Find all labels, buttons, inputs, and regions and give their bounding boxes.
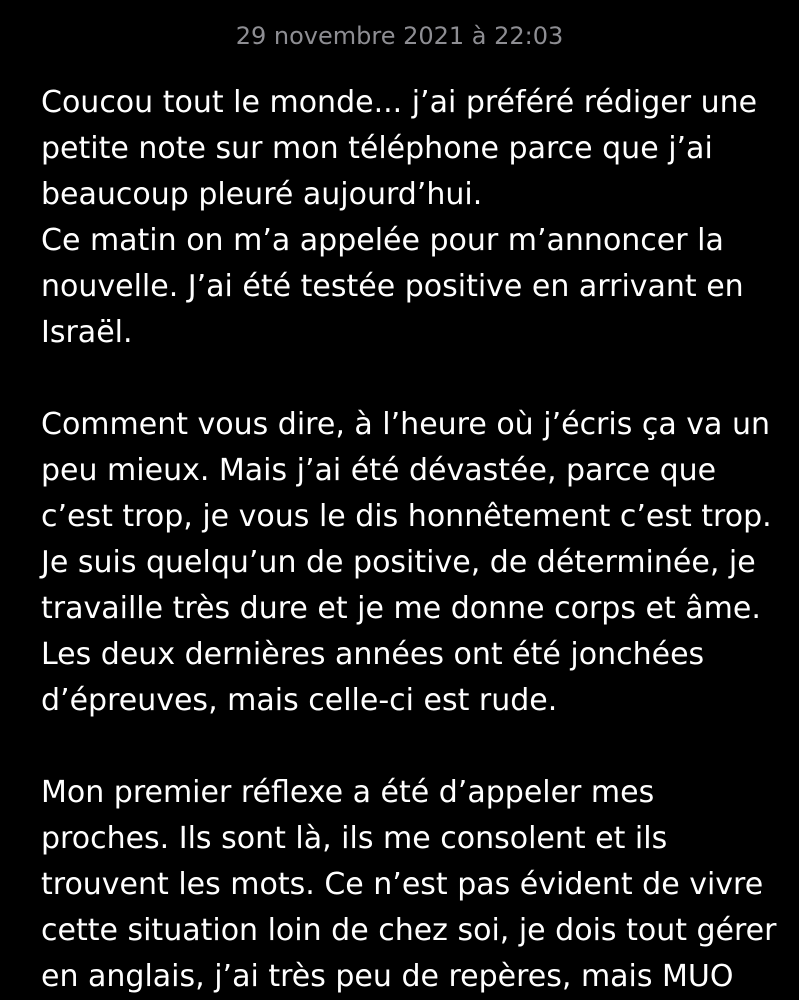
note-paragraph-2	[41, 402, 781, 724]
note-line: c’est trop, je vous le dis honnêtement c’est trop.	[41, 499, 772, 534]
note-line: Israël.	[41, 315, 133, 350]
note-line: travaille très dure et je me donne corps et âme.	[41, 591, 761, 626]
note-line: Coucou tout le monde... j’ai préféré rédiger une	[41, 85, 758, 120]
paragraph-spacer	[41, 356, 781, 402]
note-line: Mon premier réflexe a été d’appeler mes	[41, 775, 655, 810]
note-line: Je suis quelqu’un de positive, de déterminée, je	[41, 545, 756, 580]
note-paragraph-3	[41, 770, 781, 1000]
note-line: d’épreuves, mais celle-ci est rude.	[41, 683, 558, 718]
note-line: peu mieux. Mais j’ai été dévastée, parce que	[41, 453, 717, 488]
note-line: cette situation loin de chez soi, je dois tout gérer	[41, 913, 777, 948]
note-line: trouvent les mots. Ce n’est pas évident de vivre	[41, 867, 764, 902]
note-line: Ce matin on m’a appelée pour m’annoncer la	[41, 223, 724, 258]
note-line: petite note sur mon téléphone parce que j’ai	[41, 131, 713, 166]
note-line: proches. Ils sont là, ils me consolent et ils	[41, 821, 668, 856]
note-paragraph-1	[41, 80, 781, 356]
note-line: en anglais, j’ai très peu de repères, mais MUO	[41, 959, 734, 994]
note-body[interactable]	[41, 80, 781, 1000]
note-line: nouvelle. J’ai été testée positive en arrivant en	[41, 269, 744, 304]
paragraph-spacer	[41, 724, 781, 770]
note-date: 29 novembre 2021 à 22:03	[235, 22, 564, 50]
note-line: beaucoup pleuré aujourd’hui.	[41, 177, 483, 212]
note-line: Les deux dernières années ont été jonchées	[41, 637, 705, 672]
note-line: Comment vous dire, à l’heure où j’écris ça va un	[41, 407, 771, 442]
